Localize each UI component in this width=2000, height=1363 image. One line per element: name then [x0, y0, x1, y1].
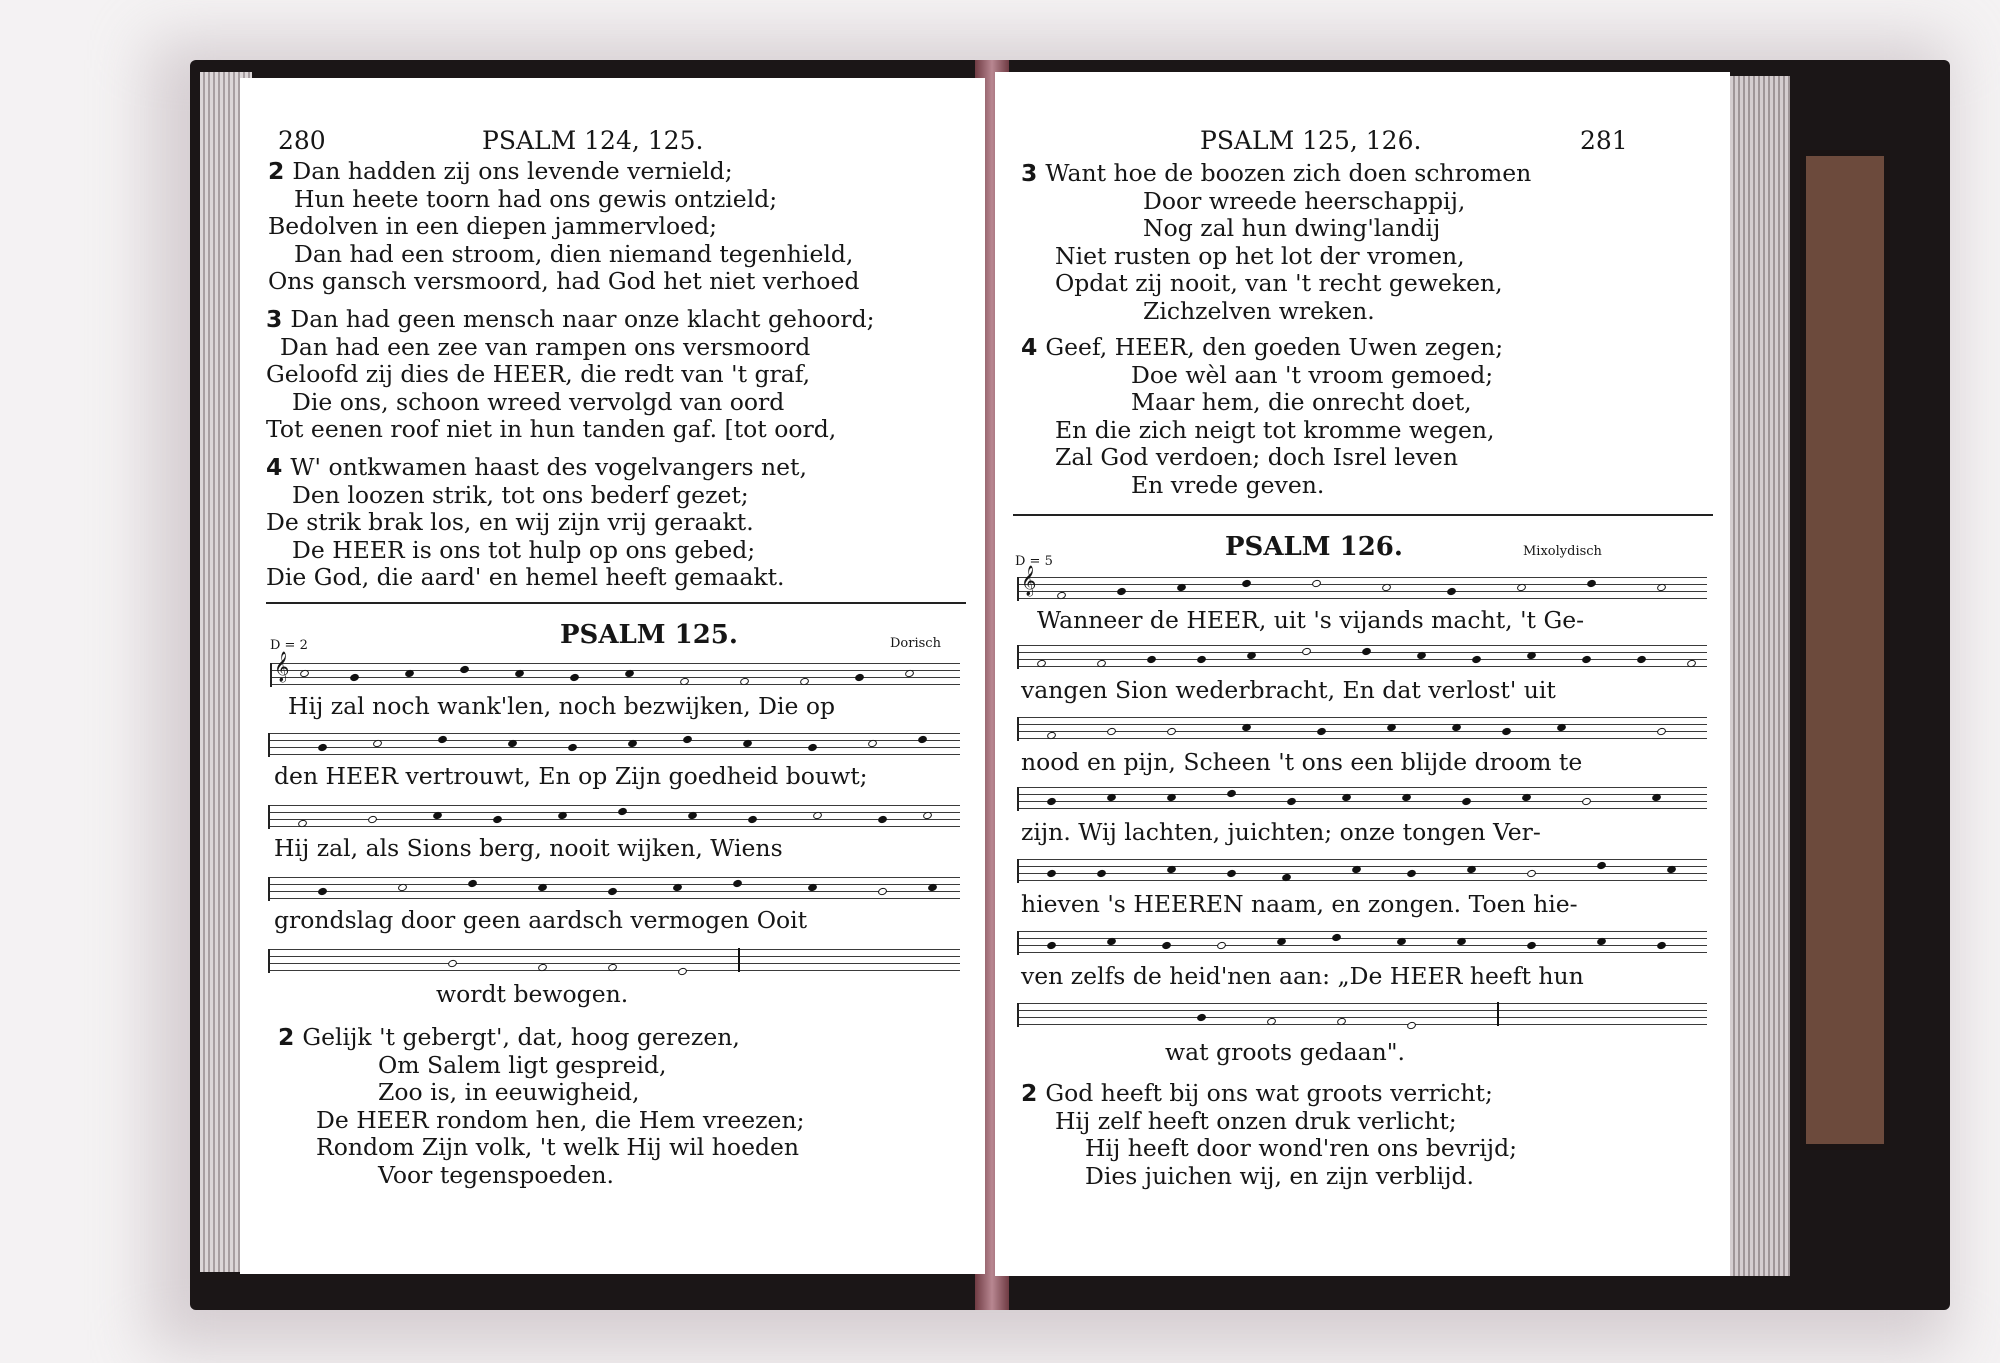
- note: [679, 677, 690, 687]
- note: [1451, 723, 1462, 733]
- note: [1266, 1017, 1277, 1027]
- lyric-line: wat groots gedaan".: [1165, 1038, 1406, 1066]
- note: [1406, 869, 1417, 879]
- music-staff: [1017, 640, 1707, 668]
- note: [1241, 723, 1252, 733]
- note: [1166, 865, 1177, 875]
- note: [799, 677, 810, 687]
- psalm125-stanza-2: [278, 1024, 805, 1189]
- section-rule: [266, 602, 966, 604]
- note: [1226, 789, 1237, 799]
- stanza-line: Zichzelven wreken.: [1143, 296, 1375, 325]
- stanza-line: Nog zal hun dwing'landij: [1143, 214, 1441, 242]
- note: [1461, 797, 1472, 807]
- note: [1226, 869, 1237, 879]
- stanza-number: 4: [1021, 333, 1038, 361]
- treble-clef-icon: 𝄞: [274, 652, 290, 682]
- note: [1331, 933, 1342, 943]
- note: [299, 669, 310, 679]
- note: [1276, 937, 1287, 947]
- stanza-number: 3: [1021, 159, 1038, 187]
- note: [1581, 797, 1592, 807]
- note: [617, 807, 628, 817]
- lyric-line: den HEER vertrouwt, En op Zijn goedheid bouwt;: [274, 762, 868, 790]
- stanza-line: De HEER rondom hen, die Hem vreezen;: [316, 1105, 805, 1134]
- page-number: 281: [1580, 126, 1628, 155]
- stanza-line: Zoo is, in eeuwigheid,: [378, 1078, 640, 1106]
- note: [1401, 793, 1412, 803]
- lyric-line: vangen Sion wederbracht, En dat verlost' uit: [1021, 676, 1556, 704]
- stanza-line: Hij heeft door wond'ren ons bevrijd;: [1085, 1134, 1518, 1162]
- note: [624, 669, 635, 679]
- lyric-line: nood en pijn, Scheen 't ons een blijde droom te: [1021, 748, 1583, 776]
- note: [507, 739, 518, 749]
- mode-label: Dorisch: [890, 636, 941, 651]
- note: [1046, 797, 1057, 807]
- music-staff: [1017, 926, 1707, 954]
- mode-label: Mixolydisch: [1523, 544, 1602, 559]
- note: [747, 815, 758, 825]
- note: [1406, 1021, 1417, 1031]
- stanza-number: 3: [266, 305, 283, 333]
- music-staff: [268, 800, 960, 828]
- psalm124-stanza-4: [266, 454, 807, 592]
- note: [1106, 937, 1117, 947]
- stanza-number: 2: [1021, 1079, 1038, 1107]
- note: [437, 735, 448, 745]
- note: [1656, 941, 1667, 951]
- psalm-title: PSALM 125.: [560, 620, 738, 650]
- music-staff: [268, 872, 960, 900]
- psalm125-stanza-4: [1021, 334, 1503, 499]
- note: [1596, 861, 1607, 871]
- key-signature-label: D = 5: [1015, 554, 1053, 569]
- stanza-line: 4 Geef, HEER, den goeden Uwen zegen;: [1021, 333, 1504, 361]
- note: [1471, 655, 1482, 665]
- note: [297, 819, 308, 829]
- note: [1316, 727, 1327, 737]
- note: [607, 963, 618, 973]
- note: [807, 743, 818, 753]
- note: [1456, 937, 1467, 947]
- stanza-line: Voor tegenspoeden.: [378, 1160, 614, 1189]
- note: [1596, 937, 1607, 947]
- note: [397, 883, 408, 893]
- note: [1241, 579, 1252, 589]
- lyric-line: Hij zal, als Sions berg, nooit wijken, Wiens: [274, 834, 783, 862]
- lyric-line: Wanneer de HEER, uit 's vijands macht, 't Ge-: [1037, 606, 1585, 634]
- note: [1301, 647, 1312, 657]
- psalm-title: PSALM 126.: [1225, 532, 1403, 562]
- music-staff: [1017, 782, 1707, 810]
- note: [372, 739, 383, 749]
- note: [867, 739, 878, 749]
- psalm125-stanza-3: [1021, 160, 1531, 325]
- note: [1396, 937, 1407, 947]
- note: [1636, 655, 1647, 665]
- note: [732, 879, 743, 889]
- note: [1466, 865, 1477, 875]
- note: [1116, 587, 1127, 597]
- note: [1246, 651, 1257, 661]
- stanza-line: Doe wèl aan 't vroom gemoed;: [1131, 360, 1494, 389]
- stanza-line: 2 Dan hadden zij ons levende vernield;: [268, 157, 733, 185]
- section-rule: [1013, 514, 1713, 516]
- note: [922, 811, 933, 821]
- music-staff: [268, 944, 960, 972]
- running-head: PSALM 125, 126.: [1200, 126, 1422, 155]
- note: [447, 959, 458, 969]
- note: [1656, 583, 1667, 593]
- note: [1341, 793, 1352, 803]
- note: [1311, 579, 1322, 589]
- stanza-line: 3 Dan had geen mensch naar onze klacht gehoord;: [266, 305, 875, 333]
- note: [1381, 583, 1392, 593]
- note: [607, 887, 618, 897]
- note: [1216, 941, 1227, 951]
- note: [492, 815, 503, 825]
- note: [1386, 723, 1397, 733]
- note: [1501, 727, 1512, 737]
- note: [854, 673, 865, 683]
- note: [1361, 647, 1372, 657]
- stanza-line: Door wreede heerschappij,: [1143, 186, 1466, 215]
- note: [1046, 869, 1057, 879]
- note: [1651, 793, 1662, 803]
- stanza-line: Hij zelf heeft onzen druk verlicht;: [1055, 1106, 1457, 1135]
- music-staff: [1017, 566, 1707, 600]
- note: [1096, 659, 1107, 669]
- note: [742, 739, 753, 749]
- stanza-line: Maar hem, die onrecht doet,: [1131, 388, 1472, 416]
- note: [537, 883, 548, 893]
- note: [1146, 655, 1157, 665]
- stanza-line: Die ons, schoon wreed vervolgd van oord: [292, 387, 785, 416]
- note: [432, 811, 443, 821]
- note: [537, 963, 548, 973]
- note: [807, 883, 818, 893]
- note: [1656, 727, 1667, 737]
- note: [1526, 941, 1537, 951]
- note: [687, 811, 698, 821]
- note: [877, 815, 888, 825]
- stanza-line: Dan had een stroom, dien niemand tegenhield,: [294, 239, 854, 268]
- lyric-line: wordt bewogen.: [436, 980, 629, 1008]
- note: [1521, 793, 1532, 803]
- note: [927, 883, 938, 893]
- stanza-line: Rondom Zijn volk, 't welk Hij wil hoeden: [316, 1133, 800, 1161]
- note: [677, 967, 688, 977]
- note: [459, 665, 470, 675]
- note: [1416, 651, 1427, 661]
- note: [1686, 659, 1697, 669]
- psalm124-stanza-2: [268, 158, 859, 296]
- note: [404, 669, 415, 679]
- note: [1556, 723, 1567, 733]
- note: [904, 669, 915, 679]
- stanza-line: 3 Want hoe de boozen zich doen schromen: [1021, 159, 1532, 187]
- note: [877, 887, 888, 897]
- key-signature-label: D = 2: [270, 638, 308, 653]
- note: [1196, 655, 1207, 665]
- stanza-line: En die zich neigt tot kromme wegen,: [1055, 415, 1495, 444]
- note: [349, 673, 360, 683]
- note: [467, 879, 478, 889]
- note: [1196, 1013, 1207, 1023]
- stanza-line: Geloofd zij dies de HEER, die redt van 't graf,: [266, 360, 811, 388]
- note: [739, 677, 750, 687]
- stanza-line: Ons gansch versmoord, had God het niet verhoed: [268, 267, 860, 295]
- note: [317, 887, 328, 897]
- lyric-line: Hij zal noch wank'len, noch bezwijken, Die op: [288, 692, 836, 720]
- note: [1046, 731, 1057, 741]
- stanza-line: Bedolven in een diepen jammervloed;: [268, 212, 718, 240]
- note: [1106, 793, 1117, 803]
- note: [812, 811, 823, 821]
- note: [1666, 865, 1677, 875]
- note: [1446, 587, 1457, 597]
- stanza-line: Om Salem ligt gespreid,: [378, 1050, 667, 1079]
- stanza-number: 4: [266, 453, 283, 481]
- stanza-line: Zal God verdoen; doch Isrel leven: [1055, 443, 1458, 471]
- music-staff: [1017, 712, 1707, 740]
- treble-clef-icon: 𝄞: [1021, 566, 1037, 596]
- music-staff: [1017, 854, 1707, 882]
- note: [1036, 659, 1047, 669]
- left-page: [240, 78, 985, 1274]
- music-staff: [268, 728, 960, 756]
- stanza-line: Tot eenen roof niet in hun tanden gaf. [tot oord,: [266, 415, 837, 443]
- stanza-line: Niet rusten op het lot der vromen,: [1055, 241, 1465, 270]
- music-staff: [1017, 998, 1707, 1026]
- note: [682, 735, 693, 745]
- lyric-line: grondslag door geen aardsch vermogen Ooit: [274, 906, 808, 934]
- stanza-line: Dies juichen wij, en zijn verblijd.: [1085, 1161, 1474, 1190]
- stanza-line: Hun heete toorn had ons gewis ontzield;: [294, 184, 778, 213]
- stanza-line: 2 Gelijk 't gebergt', dat, hoog gerezen,: [278, 1023, 740, 1051]
- stanza-number: 2: [278, 1023, 295, 1051]
- note: [1166, 793, 1177, 803]
- note: [1586, 579, 1597, 589]
- note: [1166, 727, 1177, 737]
- psalm124-stanza-3: [266, 306, 875, 444]
- note: [917, 735, 928, 745]
- note: [1096, 869, 1107, 879]
- right-page: [995, 72, 1730, 1276]
- page-number: 280: [278, 126, 326, 155]
- note: [1056, 591, 1067, 601]
- note: [567, 743, 578, 753]
- note: [557, 811, 568, 821]
- lyric-line: hieven 's HEEREN naam, en zongen. Toen hie-: [1021, 890, 1578, 918]
- running-head: PSALM 124, 125.: [482, 126, 704, 155]
- note: [1046, 941, 1057, 951]
- lyric-line: zijn. Wij lachten, juichten; onze tongen Ver-: [1021, 818, 1541, 846]
- stanza-line: De strik brak los, en wij zijn vrij geraakt.: [266, 508, 754, 536]
- stanza-number: 2: [268, 157, 285, 185]
- right-page-edges: [1720, 76, 1790, 1276]
- music-staff: [270, 652, 960, 686]
- note: [1286, 797, 1297, 807]
- note: [1516, 583, 1527, 593]
- note: [1106, 727, 1117, 737]
- stanza-line: Dan had een zee van rampen ons versmoord: [280, 332, 811, 361]
- note: [1581, 655, 1592, 665]
- note: [317, 743, 328, 753]
- note: [1351, 865, 1362, 875]
- psalm126-stanza-2: [1021, 1080, 1517, 1190]
- stanza-line: En vrede geven.: [1131, 470, 1325, 499]
- stanza-line: 2 God heeft bij ons wat groots verricht;: [1021, 1079, 1493, 1107]
- note: [1281, 873, 1292, 883]
- note: [1161, 941, 1172, 951]
- note: [1336, 1017, 1347, 1027]
- note: [514, 669, 525, 679]
- bar-line: [1497, 1002, 1499, 1026]
- lyric-line: ven zelfs de heid'nen aan: „De HEER heeft hun: [1021, 962, 1584, 990]
- note: [1526, 869, 1537, 879]
- stanza-line: De HEER is ons tot hulp op ons gebed;: [292, 535, 756, 564]
- stanza-line: Opdat zij nooit, van 't recht geweken,: [1055, 269, 1503, 297]
- note: [672, 883, 683, 893]
- note: [1176, 583, 1187, 593]
- note: [569, 673, 580, 683]
- note: [1526, 651, 1537, 661]
- bar-line: [738, 948, 740, 972]
- cover-leather: [1800, 150, 1890, 1150]
- note: [627, 739, 638, 749]
- note: [367, 815, 378, 825]
- stanza-line: Den loozen strik, tot ons bederf gezet;: [292, 480, 749, 509]
- stanza-line: Die God, die aard' en hemel heeft gemaakt.: [266, 563, 785, 591]
- stanza-line: 4 W' ontkwamen haast des vogelvangers net,: [266, 453, 807, 481]
